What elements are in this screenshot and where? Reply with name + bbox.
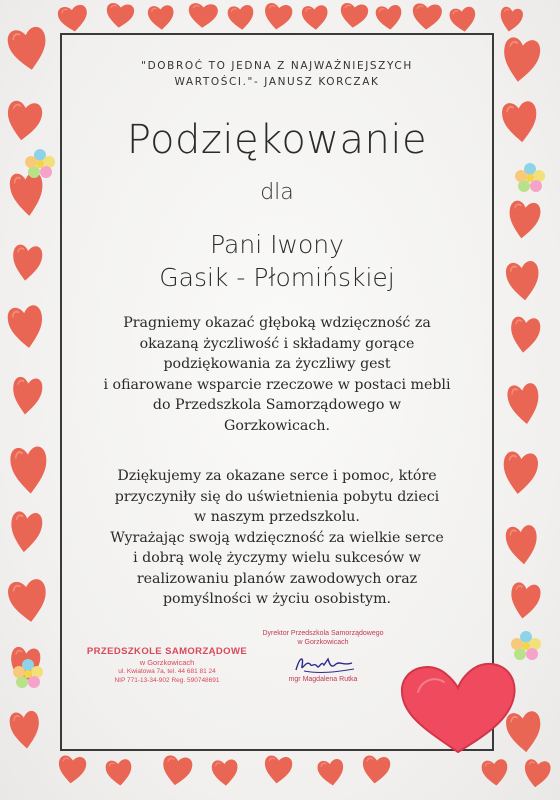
heart-icon: [520, 754, 554, 792]
stamp-name: PRZEDSZKOLE SAMORZĄDOWE: [86, 646, 248, 657]
quote-line: WARTOŚCI."- JANUSZ KORCZAK: [174, 76, 380, 88]
heart-icon: [209, 755, 241, 789]
thanks-paragraph: [70, 313, 484, 436]
quote-line: "DOBROĆ TO JEDNA Z NAJWAŻNIEJSZYCH: [141, 60, 413, 72]
paragraph-line: pomyślności w życiu osobistym.: [162, 591, 392, 607]
paragraph-line: Gorzkowicach.: [224, 417, 330, 434]
stamp-ids: NIP 771-13-34-902 Reg. 590748691: [114, 677, 220, 684]
heart-icon: [478, 755, 511, 790]
heart-icon: [497, 94, 542, 148]
heart-icon: [497, 444, 542, 500]
paragraph-line: okazaną życzliwość i składamy gorące: [139, 335, 415, 352]
director-stamp: [248, 629, 398, 647]
heart-icon: [145, 1, 177, 33]
heart-icon: [103, 0, 138, 32]
heart-icon: [502, 254, 545, 306]
paragraph-line: podziękowania za życzliwy gest: [163, 356, 391, 372]
flower-icon: [22, 146, 58, 182]
heart-icon: [6, 704, 45, 753]
wishes-paragraph: [70, 466, 484, 610]
heart-icon: [337, 0, 372, 32]
heart-icon: [6, 439, 52, 500]
heart-icon: [506, 310, 544, 357]
flower-icon: [508, 628, 544, 664]
paragraph-line: Wyrażając swoją wdzięczność za wielkie serce: [110, 529, 444, 546]
director-name: mgr Magdalena Rutka: [288, 676, 358, 683]
paragraph-line: do Przedszkola Samorządowego w: [152, 397, 402, 413]
heart-icon: [502, 518, 543, 570]
stamp-address: ul. Kwiatowa 7a, tel. 44 681 81 24: [118, 668, 216, 675]
heart-icon: [503, 194, 545, 245]
heart-icon: [260, 0, 296, 34]
big-heart-drawing: [396, 658, 520, 756]
recipient-line: Pani Iwony: [210, 230, 344, 259]
paragraph-line: Dziękujemy za okazane serce i pomoc, które: [117, 468, 437, 484]
heart-icon: [496, 29, 545, 88]
heart-icon: [102, 755, 135, 790]
heart-icon: [3, 571, 54, 629]
heart-icon: [1, 93, 47, 146]
paragraph-line: Pragniemy okazać głęboką wdzięczność za: [123, 315, 431, 331]
heart-icon: [260, 750, 295, 787]
heart-icon: [225, 1, 258, 34]
heart-icon: [8, 238, 46, 285]
heart-icon: [3, 297, 50, 354]
heart-icon: [54, 750, 89, 787]
paragraph-line: realizowaniu planów zawodowych oraz: [136, 570, 418, 587]
kindergarten-stamp: [82, 646, 252, 685]
heart-icon: [54, 0, 92, 36]
paragraph-line: przyczyniły się do uświetnienia pobytu dzieci: [114, 488, 440, 505]
signature: [290, 652, 360, 678]
paragraph-line: i ofiarowane wsparcie rzeczowe w postaci mebli: [103, 376, 451, 393]
for-word: dla: [260, 180, 294, 205]
recipient-line: Gasik - Płomińskiej: [159, 263, 395, 292]
flower-icon: [10, 656, 46, 692]
stamp-place: w Gorzkowicach: [139, 658, 195, 667]
heart-icon: [2, 19, 54, 78]
heart-icon: [446, 2, 480, 36]
heart-icon: [358, 750, 393, 787]
heart-icon: [185, 0, 221, 31]
heart-icon: [373, 1, 406, 34]
director-place: w Gorzkowicach: [297, 639, 349, 646]
heart-icon: [503, 376, 546, 431]
paragraph-line: w naszym przedszkolu.: [194, 509, 360, 525]
flower-icon: [512, 160, 548, 196]
heart-icon: [299, 1, 331, 33]
heart-icon: [314, 754, 348, 790]
heart-icon: [8, 370, 47, 419]
heart-icon: [505, 576, 545, 624]
heart-icon: [158, 750, 197, 790]
certificate-title: Podziękowanie: [126, 117, 428, 163]
recipient-name: [60, 228, 494, 294]
director-title: Dyrektor Przedszkola Samorządowego: [262, 630, 384, 637]
quote: [80, 58, 474, 90]
paragraph-line: i dobrą wolę życzymy wielu sukcesów w: [133, 550, 421, 566]
heart-icon: [5, 504, 46, 557]
heart-icon: [409, 0, 445, 33]
